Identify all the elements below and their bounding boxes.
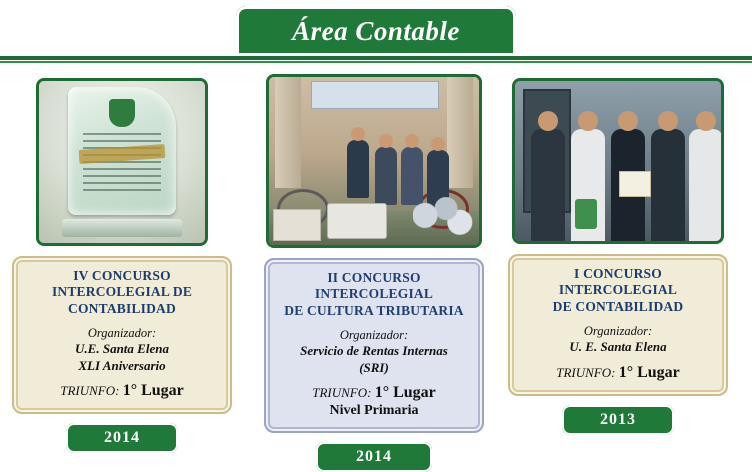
photo-student: [689, 129, 723, 241]
award-title-line: DE CONTABILIDAD: [552, 298, 684, 314]
photo-person: [375, 147, 397, 205]
trophy-glass-shape: [68, 87, 176, 215]
organizer-label-1: Organizador:: [87, 326, 157, 341]
page-header: [0, 0, 752, 66]
result-value-1: 1° Lugar: [122, 381, 184, 399]
award-title-line: IV CONCURSO: [73, 268, 171, 283]
award-photo-3: [512, 78, 724, 244]
award-title-line: INTERCOLEGIAL: [314, 286, 434, 302]
photo-pillar: [447, 77, 473, 188]
award-title-line: DE CULTURA TRIBUTARIA: [284, 302, 464, 318]
trophy-engraving: [83, 133, 161, 193]
result-sub-2: Nivel Primaria: [329, 402, 419, 418]
sri-ceremony-photo: [269, 77, 479, 245]
photo-certificate: [619, 171, 651, 197]
result-value-3: 1° Lugar: [618, 363, 680, 381]
organizer-line: (SRI): [359, 359, 389, 375]
organizer-name-2: [274, 343, 474, 376]
organizer-line: XLI Aniversario: [78, 357, 166, 373]
result-value-2: 1° Lugar: [374, 383, 436, 401]
award-title-line: CONTABILIDAD: [68, 300, 176, 316]
trophy-shield-icon: [109, 99, 135, 127]
award-card-3: [508, 78, 728, 435]
organizer-label-3: Organizador:: [583, 324, 653, 339]
students-photo: [515, 81, 721, 241]
award-caption-2: [264, 258, 484, 433]
award-title-line: II CONCURSO: [327, 270, 421, 285]
result-label-2: TRIUNFO:: [312, 384, 372, 400]
result-label-1: TRIUNFO:: [60, 382, 120, 398]
photo-box: [273, 209, 321, 241]
photo-student: [531, 129, 565, 241]
photo-balloons: [413, 197, 473, 243]
year-badge-2: 2014: [316, 442, 432, 472]
organizer-name-1: [22, 341, 222, 374]
year-badge-3: 2013: [562, 405, 674, 435]
award-title-2: [274, 270, 474, 319]
result-row-1: [22, 382, 222, 400]
result-row-2: [274, 384, 474, 402]
organizer-line: U.E. Santa Elena: [75, 341, 169, 357]
photo-person: [401, 147, 423, 205]
page-title: Área Contable: [292, 15, 460, 46]
organizer-line: Servicio de Rentas Internas: [300, 343, 448, 359]
award-photo-2: [266, 74, 482, 248]
result-row-3: [518, 364, 718, 382]
photo-bag: [575, 199, 597, 229]
trophy-base: [62, 219, 182, 237]
trophy-photo: [39, 81, 205, 243]
award-title-line: INTERCOLEGIAL DE: [51, 284, 193, 300]
award-title-line: INTERCOLEGIAL: [558, 282, 678, 298]
photo-printer: [327, 203, 387, 239]
header-divider-thick: [0, 56, 752, 60]
result-label-3: TRIUNFO:: [556, 364, 616, 380]
photo-pillar: [275, 77, 301, 188]
award-card-1: [12, 78, 232, 453]
award-caption-1: [12, 256, 232, 414]
awards-columns: [0, 70, 752, 465]
award-title-1: [22, 268, 222, 317]
award-title-3: [518, 266, 718, 315]
photo-banner: [311, 81, 439, 109]
award-title-line: I CONCURSO: [574, 266, 662, 281]
photo-student: [651, 129, 685, 241]
page-title-plate: [236, 6, 516, 56]
year-badge-1: 2014: [66, 423, 178, 453]
organizer-line: U. E. Santa Elena: [569, 339, 667, 355]
photo-person: [347, 140, 369, 198]
organizer-label-2: Organizador:: [339, 328, 409, 343]
award-caption-3: [508, 254, 728, 396]
award-card-2: [264, 74, 484, 472]
header-divider-thin: [0, 61, 752, 63]
award-photo-1: [36, 78, 208, 246]
organizer-name-3: [518, 339, 718, 355]
